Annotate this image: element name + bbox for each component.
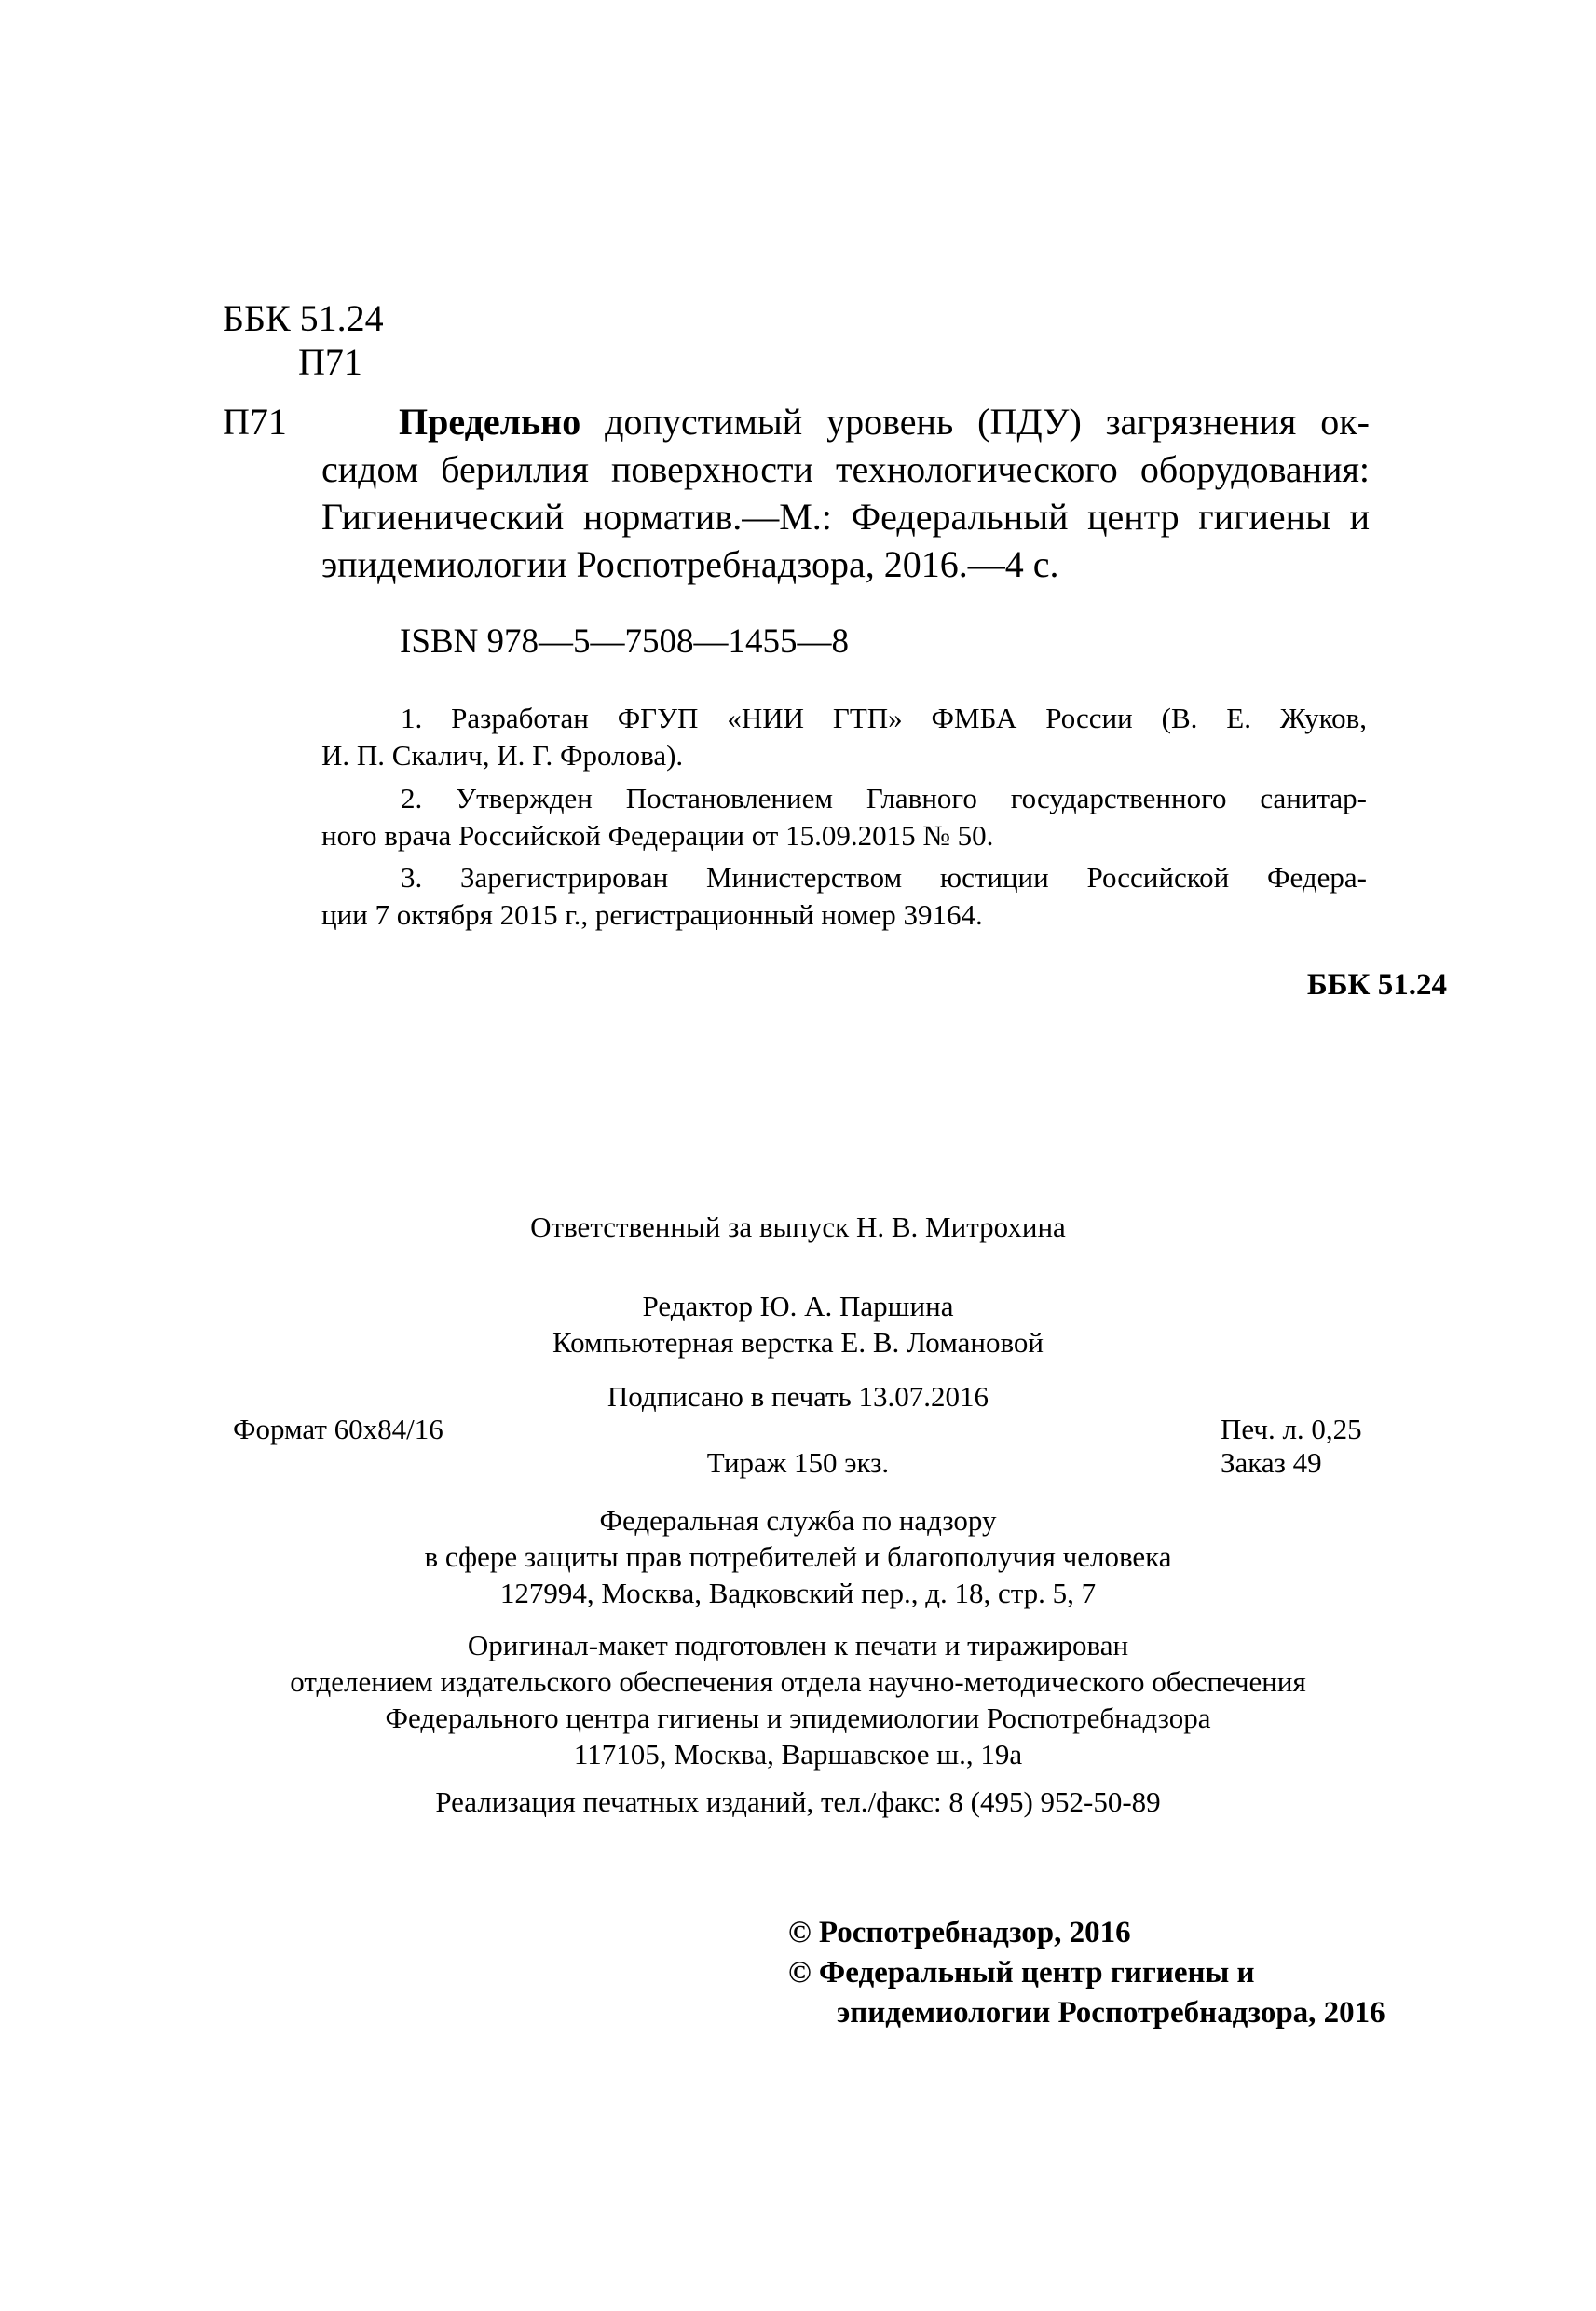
- circulation: Тираж 150 экз.: [706, 1446, 890, 1479]
- printer-line-1: Оригинал-макет подготовлен к печати и тиражирован: [467, 1629, 1129, 1661]
- entry-lead-word: Предельно: [399, 401, 581, 443]
- bbk-index-top: ББК 51.24: [223, 297, 384, 339]
- sales-contact: Реализация печатных изданий, тел./факс: 8 (495) 952-50-89: [435, 1785, 1161, 1818]
- publisher-address: 127994, Москва, Вадковский пер., д. 18, стр. 5, 7: [499, 1577, 1097, 1609]
- publisher-line-2: в сфере защиты прав потребителей и благополучия человека: [424, 1540, 1172, 1573]
- note-2-line-1: 2. Утвержден Постановлением Главного государственного санитар-: [401, 782, 1367, 814]
- print-sheets: Печ. л. 0,25: [1221, 1413, 1362, 1445]
- isbn: ISBN 978—5—7508—1455—8: [400, 622, 850, 661]
- entry-line-1: [399, 399, 1370, 446]
- editor: Редактор Ю. А. Паршина: [642, 1290, 954, 1322]
- copyright-line-3: эпидемиологии Роспотребнадзора, 2016: [837, 1996, 1385, 2030]
- note-1-line-2: И. П. Скалич, И. Г. Фролова).: [321, 739, 684, 772]
- publisher-block: [0, 1502, 1596, 1611]
- printer-line-3: Федерального центра гигиены и эпидемиологии Роспотребнадзора: [385, 1702, 1211, 1734]
- note-approved-by: [321, 780, 1367, 855]
- author-sign-top: П71: [298, 341, 362, 383]
- note-1-line-1: 1. Разработан ФГУП «НИИ ГТП» ФМБА России (В. Е. Жуков,: [401, 702, 1367, 734]
- bbk-index-bottom: ББК 51.24: [1306, 968, 1447, 1002]
- publisher-line-1: Федеральная служба по надзору: [599, 1504, 997, 1537]
- note-3-line-1: 3. Зарегистрирован Министерством юстиции Российской Федера-: [401, 861, 1367, 894]
- layout-designer: Компьютерная верстка Е. В. Ломановой: [552, 1326, 1044, 1359]
- note-developed-by: [321, 700, 1367, 774]
- order-number: Заказ 49: [1221, 1446, 1322, 1479]
- entry-line-2: сидом бериллия поверхности технологического оборудования:: [321, 448, 1370, 490]
- signed-to-print: Подписано в печать 13.07.2016: [607, 1380, 989, 1413]
- note-3-line-2: ции 7 октября 2015 г., регистрационный номер 39164.: [321, 898, 983, 931]
- printer-block: [0, 1627, 1596, 1772]
- printer-address: 117105, Москва, Варшавское ш., 19а: [573, 1738, 1023, 1771]
- entry-line-4: эпидемиологии Роспотребнадзора, 2016.—4 с.: [321, 543, 1059, 585]
- printer-line-2: отделением издательского обеспечения отдела научно-методического обеспечения: [290, 1665, 1306, 1698]
- copyright-block: [788, 1913, 1385, 2033]
- copyright-line-1: © Роспотребнадзор, 2016: [788, 1916, 1131, 1949]
- note-registered: [321, 859, 1367, 934]
- bibliographic-entry: [321, 399, 1370, 589]
- copyright-line-2: © Федеральный центр гигиены и: [788, 1956, 1255, 1990]
- note-2-line-2: ного врача Российской Федерации от 15.09.2015 № 50.: [321, 819, 994, 852]
- entry-author-sign: П71: [223, 401, 287, 443]
- paper-format: Формат 60х84/16: [233, 1413, 443, 1445]
- entry-line-3: Гигиенический норматив.—М.: Федеральный центр гигиены и: [321, 496, 1370, 538]
- responsible-person: Ответственный за выпуск Н. В. Митрохина: [530, 1210, 1066, 1243]
- entry-line-1-rest: допустимый уровень (ПДУ) загрязнения ок-: [580, 401, 1370, 443]
